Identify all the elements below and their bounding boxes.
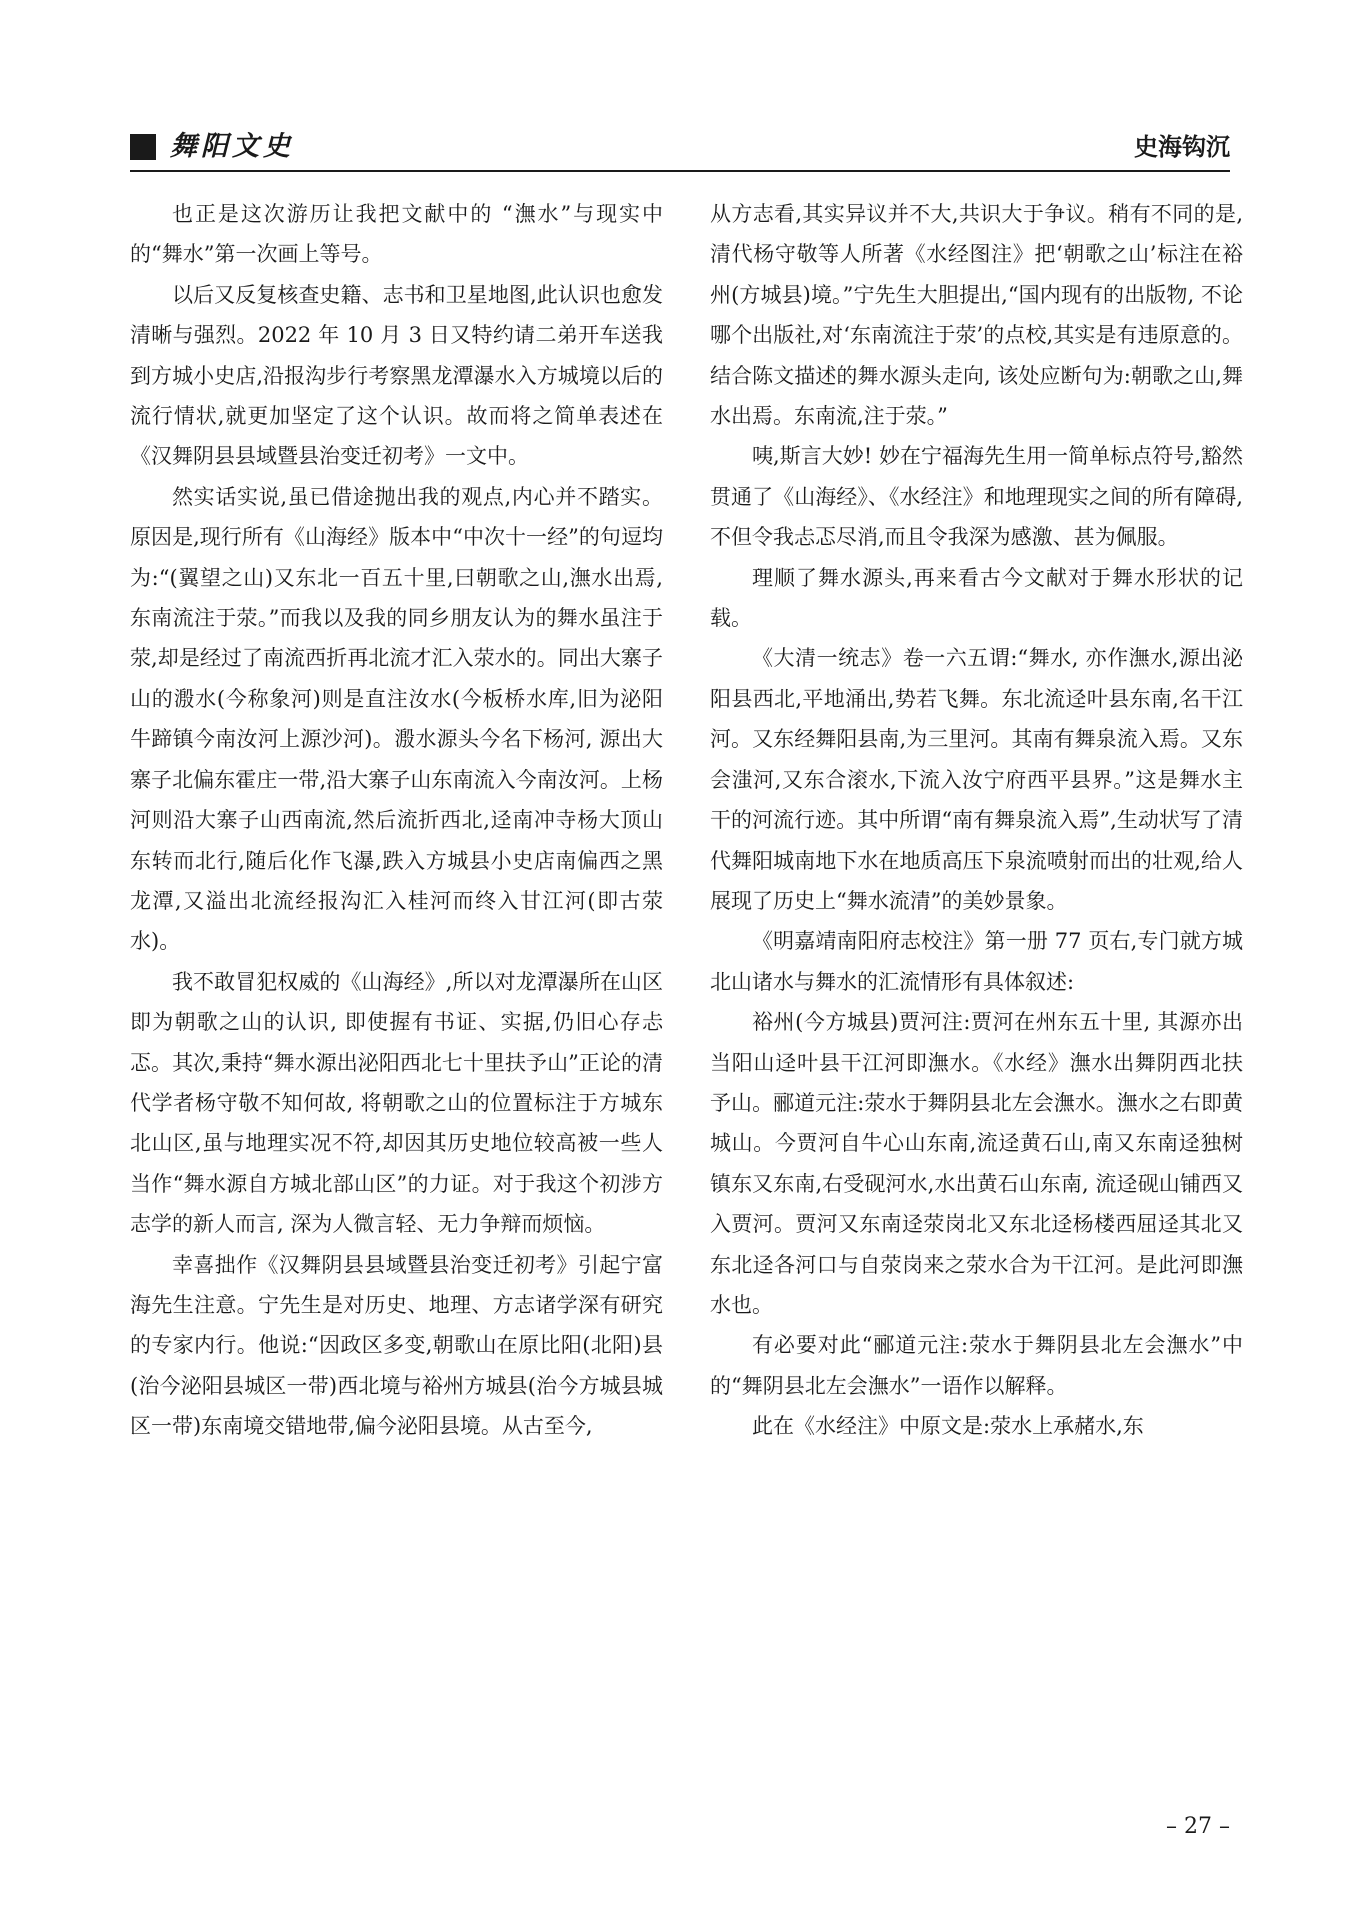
paragraph-continued: 从方志看,其实异议并不大,共识大于争议。稍有不同的是, 清代杨守敬等人所著《水经图注》把‘朝歌之山’标注在裕州(方城县)境。”宁先生大胆提出,“国内现有的出版物, 不论哪个出版社,对‘东南流注于荥’的点校,其实是有违原意的。结合陈文描述的舞水源头走向, 该处应断句为:朝歌之山,舞水出焉。东南流,注于荥。” xyxy=(710,202,1243,429)
paragraph: 幸喜拙作《汉舞阴县县域暨县治变迁初考》引起宁富海先生注意。宁先生是对历史、地理、方志诸学深有研究的专家内行。他说:“因政区多变,朝歌山在原比阳(北阳)县(治今泌阳县城区一带)西北境与裕州方城县(治今方城县城区一带)东南境交错地带,偏今泌阳县境。从古至今, xyxy=(130,1252,663,1439)
paragraph: 咦,斯言大妙! 妙在宁福海先生用一简单标点符号,豁然贯通了《山海经》、《水经注》和地理现实之间的所有障碍,不但令我忐忑尽消,而且令我深为感激、甚为佩服。 xyxy=(710,444,1243,550)
section-title: 史海钩沉 xyxy=(1134,133,1230,161)
left-column xyxy=(130,194,663,1447)
right-column xyxy=(710,194,1243,1447)
paragraph: 《大清一统志》卷一六五谓:“舞水, 亦作潕水,源出泌阳县西北,平地涌出,势若飞舞。东北流迳叶县东南,名干江河。又东经舞阳县南,为三里河。其南有舞泉流入焉。又东会滍河,又东合滚水,下流入汝宁府西平县界。”这是舞水主干的河流行迹。其中所谓“南有舞泉流入焉”,生动状写了清代舞阳城南地下水在地质高压下泉流喷射而出的壮观,给人展现了历史上“舞水流清”的美妙景象。 xyxy=(710,646,1243,913)
paragraph: 理顺了舞水源头,再来看古今文献对于舞水形状的记载。 xyxy=(710,565,1243,631)
paragraph: 此在《水经注》中原文是:荥水上承赭水,东 xyxy=(752,1414,1144,1439)
journal-title: 舞阳文史 xyxy=(170,131,294,162)
paragraph: 有必要对此“郦道元注:荥水于舞阴县北左会潕水”中的“舞阴县北左会潕水”一语作以解释。 xyxy=(710,1333,1243,1398)
paragraph: 我不敢冒犯权威的《山海经》,所以对龙潭瀑所在山区即为朝歌之山的认识, 即使握有书证、实据,仍旧心存忐忑。其次,秉持“舞水源出泌阳西北七十里扶予山”正论的清代学者杨守敬不知何故, 将朝歌之山的位置标注于方城东北山区,虽与地理实况不符,却因其历史地位较高被一些人当作“舞水源自方城北部山区”的力证。对于我这个初涉方志学的新人而言, 深为人微言轻、无力争辩而烦恼。 xyxy=(130,969,663,1237)
paragraph: 也正是这次游历让我把文献中的 “潕水”与现实中的“舞水”第一次画上等号。 xyxy=(130,202,663,267)
paragraph: 然实话实说,虽已借途抛出我的观点,内心并不踏实。原因是,现行所有《山海经》版本中“中次十一经”的句逗均为:“(翼望之山)又东北一百五十里,曰朝歌之山,潕水出焉,东南流注于荥。”而我以及我的同乡朋友认为的舞水虽注于荥,却是经过了南流西折再北流才汇入荥水的。同出大寨子山的溵水(今称象河)则是直注汝水(今板桥水库,旧为泌阳牛蹄镇今南汝河上源沙河)。溵水源头今名下杨河, 源出大寨子北偏东霍庄一带,沿大寨子山东南流入今南汝河。上杨河则沿大寨子山西南流,然后流折西北,迳南冲寺杨大顶山东转而北行,随后化作飞瀑,跌入方城县小史店南偏西之黑龙潭,又溢出北流经报沟汇入桂河而终入甘江河(即古荥水)。 xyxy=(130,484,663,954)
page-number: – 27 – xyxy=(1166,1814,1230,1839)
header-square-icon xyxy=(130,134,156,160)
paragraph: 《明嘉靖南阳府志校注》第一册 77 页右,专门就方城北山诸水与舞水的汇流情形有具体叙述: xyxy=(710,929,1243,994)
running-header xyxy=(130,130,1230,170)
paragraph: 以后又反复核查史籍、志书和卫星地图,此认识也愈发清晰与强烈。2022 年 10 月 3 日又特约请二弟开车送我到方城小史店,沿报沟步行考察黑龙潭瀑水入方城境以后的流行情状,就更加坚定了这个认识。故而将之简单表述在《汉舞阴县县域暨县治变迁初考》一文中。 xyxy=(130,282,663,469)
paragraph: 裕州(今方城县)贾河注:贾河在州东五十里, 其源亦出当阳山迳叶县干江河即潕水。《水经》潕水出舞阴西北扶予山。郦道元注:荥水于舞阴县北左会潕水。潕水之右即黄城山。今贾河自牛心山东南,流迳黄石山,南又东南迳独树镇东又东南,右受砚河水,水出黄石山东南, 流迳砚山铺西又入贾河。贾河又东南迳荥岗北又东北迳杨楼西屈迳其北又东北迳各河口与自荥岗来之荥水合为干江河。是此河即潕水也。 xyxy=(710,1010,1243,1317)
header-divider xyxy=(130,170,1230,172)
